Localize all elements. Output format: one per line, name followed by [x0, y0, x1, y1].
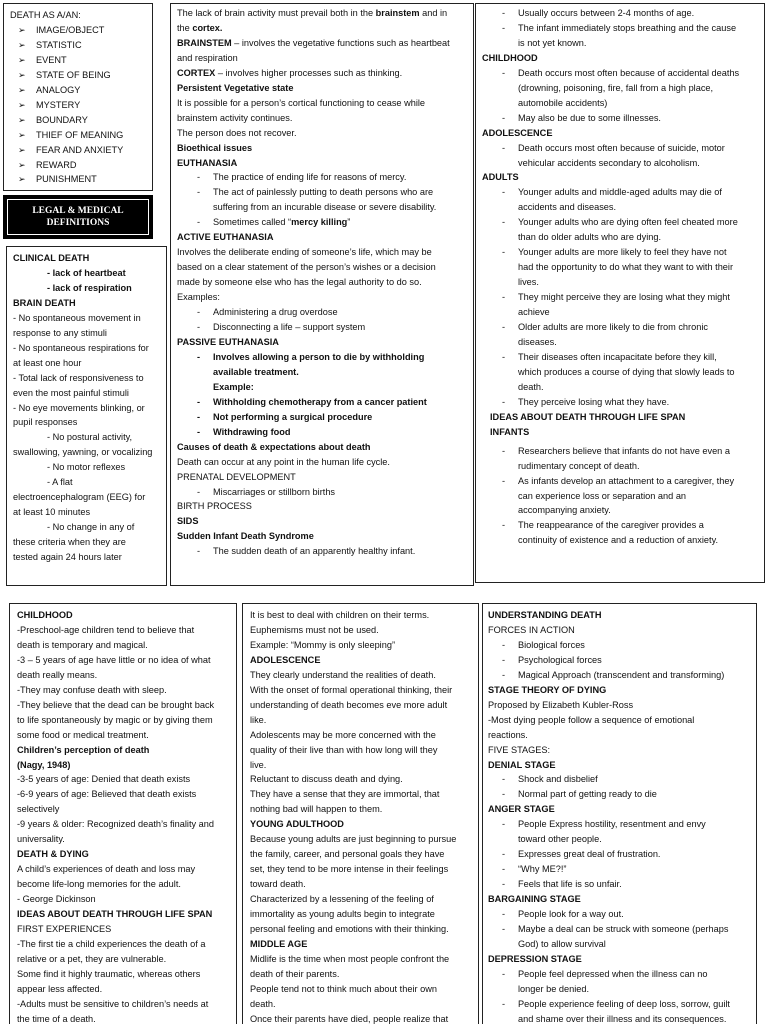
denial-title: DENIAL STAGE [488, 759, 556, 770]
adults-item: achieve [518, 307, 550, 318]
five-stages-title: FIVE STAGES: [488, 744, 551, 755]
death-as-list [10, 23, 152, 187]
adults-item: lives. [518, 277, 539, 288]
adolescence-line: They have a sense that they are immortal, that [250, 789, 440, 800]
first-experience-line: appear less affected. [17, 983, 103, 994]
adolescence-line: quality of their live than with how long will they [250, 744, 438, 755]
brain-death-line: response to any stimuli [13, 327, 107, 338]
childhood-line: some food or medical treatment. [17, 729, 149, 740]
birth-process-title: BIRTH PROCESS [177, 501, 252, 512]
infant-item: accompanying anxiety. [518, 505, 611, 516]
brain-death-line: - No eye movements blinking, or [13, 402, 145, 413]
prenatal-title: PRENATAL DEVELOPMENT [177, 471, 296, 482]
adolescence-bottom-title: ADOLESCENCE [250, 654, 321, 665]
young-adult-line: toward death. [250, 879, 306, 890]
brain-death-title: BRAIN DEATH [13, 297, 76, 308]
adults-item: - Their diseases often incapacitate before they kill, [482, 350, 760, 365]
legal-header-line2: DEFINITIONS [46, 218, 110, 228]
clinical-item-2: - lack of respiration [47, 282, 132, 293]
first-experience-line: the time of a death. [17, 1013, 96, 1024]
young-adult-line: immortality as young adults begin to integrate [250, 909, 435, 920]
childhood-line: -Preschool-age children tend to believe that [17, 624, 195, 635]
adults-item: - Older adults are more likely to die from chronic [482, 320, 760, 335]
proposed-by: Proposed by Elizabeth Kubler-Ross [488, 699, 634, 710]
perception-line: selectively [17, 804, 60, 815]
infants-title: INFANTS [490, 426, 530, 437]
childhood-line: to life spontaneously by magic or by giving them [17, 714, 213, 725]
nagy-citation: (Nagy, 1948) [17, 759, 71, 770]
children-terms-line: Example: “Mommy is only sleeping” [250, 639, 396, 650]
depression-item: - People feel depressed when the illness can no [488, 967, 752, 982]
first-experience-line: -Adults must be sensitive to children’s needs at [17, 998, 209, 1009]
stage-theory-title: STAGE THEORY OF DYING [488, 684, 607, 695]
adults-item: death. [518, 381, 544, 392]
pvs-title: Persistent Vegetative state [177, 82, 294, 93]
depression-item: - People experience feeling of deep loss, sorrow, guilt [488, 997, 752, 1012]
adults-item: diseases. [518, 336, 557, 347]
death-as-item: ➢ REWARD [10, 158, 152, 173]
first-experiences-title: FIRST EXPERIENCES [17, 924, 112, 935]
adolescence-line: They clearly understand the realities of death. [250, 669, 436, 680]
bargaining-item: - People look for a way out. [488, 907, 752, 922]
death-dying-line: - George Dickinson [17, 894, 96, 905]
brain-death-line: - Total lack of responsiveness to [13, 372, 144, 383]
active-euthanasia-title: ACTIVE EUTHANASIA [177, 232, 274, 243]
childhood-line: death really means. [17, 669, 98, 680]
passive-euthanasia-title: PASSIVE EUTHANASIA [177, 336, 279, 347]
brain-death-line: - No spontaneous movement in [13, 312, 141, 323]
death-dying-title: DEATH & DYING [17, 849, 89, 860]
death-as-item: ➢ THIEF OF MEANING [10, 128, 152, 143]
young-adult-line: set, they tend to be more intense in their feelings [250, 864, 449, 875]
adolescence-line: understanding of death becomes eve more adult [250, 699, 448, 710]
legal-medical-header [3, 195, 153, 239]
understanding-death-box: UNDERSTANDING DEATH FORCES IN ACTION - Biological forces - Psychological forces - Magical Approach (transcendent and transforming) STAGE THEORY OF DYING Proposed by Elizabeth Kubler-Ross -Most dying people follow a sequence of emotional reactions. FIVE STAGES: DENIAL STAGE - Shock and disbelief - Normal part of getting ready to die ANGER STAGE - People Express hostility, resentment and envy toward other people. - Expresses great deal of frustration. - “Why ME?!” - Feels that life is so unfair. BARGAINING STAGE - People look for a way out. - Maybe a deal can be struck with someone (perhaps God) to allow survival DEPRESSION STAGE - People feel depressed when the illness can no longer be denied. - People experience feeling of deep loss, sorrow, guilt and shame over their illness and its consequences. [482, 603, 757, 1024]
brain-indented-1a: - No postural activity, [47, 432, 133, 443]
death-as-item: ➢ ANALOGY [10, 83, 152, 98]
brain-death-lines [13, 311, 162, 431]
adults-item: - Younger adults and middle-aged adults may die of [482, 185, 760, 200]
eeg-line-1: electroencephalogram (EEG) for [13, 492, 146, 503]
tail-line-2: tested again 24 hours later [13, 552, 122, 563]
depression-item: and shame over their illness and its consequences. [518, 1013, 727, 1024]
ideas-lifespan-title: IDEAS ABOUT DEATH THROUGH LIFE SPAN [490, 411, 686, 422]
first-experience-line: Some find it highly traumatic, whereas others [17, 968, 201, 979]
death-as-title: DEATH AS A/AN: [10, 10, 81, 20]
anger-title: ANGER STAGE [488, 804, 555, 815]
childhood-line: -3 – 5 years of age have little or no idea of what [17, 654, 211, 665]
adolescence-line: With the onset of formal operational thinking, their [250, 684, 453, 695]
adolescence-line: nothing bad will happen to them. [250, 804, 383, 815]
brain-indented-4: - No change in any of [47, 522, 135, 533]
death-as-item: ➢ PUNISHMENT [10, 172, 152, 187]
anger-item: - Feels that life is so unfair. [488, 877, 752, 892]
adolescence-line: live. [250, 759, 267, 770]
brain-death-line: - No spontaneous respirations for [13, 342, 149, 353]
death-as-box [3, 3, 153, 191]
middle-age-line: death of their parents. [250, 968, 340, 979]
children-terms-line: Euphemisms must not be used. [250, 624, 379, 635]
perception-line: -3-5 years of age: Denied that death exists [17, 774, 191, 785]
infant-item: - Researchers believe that infants do not have even a [482, 444, 760, 459]
middle-age-title: MIDDLE AGE [250, 938, 308, 949]
ideas-bottom-title: IDEAS ABOUT DEATH THROUGH LIFE SPAN [17, 909, 213, 920]
death-as-item: ➢ FEAR AND ANXIETY [10, 143, 152, 158]
denial-item: - Normal part of getting ready to die [488, 787, 752, 802]
adolescence-line: like. [250, 714, 267, 725]
cortex-label: CORTEX [177, 67, 216, 78]
death-dying-line: A child’s experiences of death and loss may [17, 864, 196, 875]
lifespan-causes-box: - Usually occurs between 2-4 months of age. - The infant immediately stops breathing and the cause is not yet known. CHILDHOOD - Death occurs most often because of accidental deaths (drowning, poisoning, fire, fall from a high place, automobile accidents) - May also be due to some illnesses. ADOLESCENCE - Death occurs most often because of suicide, motor vehicular accidents secondary to alcoholism. ADULTS - Younger adults and middle-aged adults may die of accidents and diseases. - Younger adults who are dying often feel cheated more than do older adults who are dying. - Younger adults are more likely to feel they have not had the opportunity to do what they want to with their lives. - They might perceive they are losing what they might achieve - Older adults are more likely to die from chronic diseases. - Their diseases often incapacitate before they kill, which produces a course of dying that slowly leads to death. - They perceive losing what they have. IDEAS ABOUT DEATH THROUGH LIFE SPAN INFANTS - Researchers believe that infants do not have even a rudimentary concept of death. - As infants develop an attachment to a caregiver, they can experience loss or separation and an accompanying anxiety. - The reappearance of the caregiver provides a continuity of existence and a reduction of anxiety. [475, 3, 765, 583]
infant-item: - The reappearance of the caregiver provides a [482, 518, 760, 533]
brain-indented-1b: swallowing, yawning, or vocalizing [13, 447, 153, 458]
young-adult-line: personal feeling and emotions with their thinking. [250, 924, 449, 935]
middle-age-line: death. [250, 998, 276, 1009]
force-item: - Psychological forces [488, 653, 752, 668]
adults-item: - Younger adults are more likely to feel they have not [482, 245, 760, 260]
forces-title: FORCES IN ACTION [488, 624, 575, 635]
bioethical-title: Bioethical issues [177, 142, 253, 153]
eeg-line-2: at least 10 minutes [13, 507, 91, 518]
death-as-item: ➢ BOUNDARY [10, 113, 152, 128]
tail-line-1: these criteria when they are [13, 537, 126, 548]
death-as-item: ➢ EVENT [10, 53, 152, 68]
young-adult-line: the family, career, and personal goals they have [250, 849, 445, 860]
bargaining-item: God) to allow survival [518, 938, 606, 949]
understanding-title: UNDERSTANDING DEATH [488, 610, 602, 620]
middle-age-line: Once their parents have died, people realize that [250, 1013, 449, 1024]
brain-indented-2: - No motor reflexes [47, 462, 126, 473]
perception-line: -6-9 years of age: Believed that death exists [17, 789, 197, 800]
death-as-item: ➢ STATISTIC [10, 38, 152, 53]
childhood-title: CHILDHOOD [482, 52, 538, 63]
perception-title: Children’s perception of death [17, 744, 150, 755]
middle-age-line: Midlife is the time when most people confront the [250, 953, 450, 964]
causes-title: Causes of death & expectations about death [177, 441, 371, 452]
force-item: - Biological forces [488, 638, 752, 653]
childhood-line: -They may confuse death with sleep. [17, 684, 167, 695]
death-as-item: ➢ MYSTERY [10, 98, 152, 113]
euthanasia-title: EUTHANASIA [177, 157, 238, 168]
legal-header-line1: LEGAL & MEDICAL [32, 206, 124, 216]
young-adulthood-title: YOUNG ADULTHOOD [250, 819, 344, 830]
adults-item: - They perceive losing what they have. [482, 395, 760, 410]
infant-item: rudimentary concept of death. [518, 460, 640, 471]
adults-item: - They might perceive they are losing what they might [482, 290, 760, 305]
sids-full: Sudden Infant Death Syndrome [177, 531, 314, 542]
first-experience-line: -The first tie a child experiences the death of a [17, 938, 206, 949]
adults-list [482, 185, 760, 409]
brain-death-line: at least one hour [13, 357, 82, 368]
depression-title: DEPRESSION STAGE [488, 953, 582, 964]
children-death-box [9, 603, 237, 1024]
adolescence-line: Reluctant to discuss death and dying. [250, 774, 403, 785]
anger-item: toward other people. [518, 834, 602, 845]
childhood-bottom-title: CHILDHOOD [17, 610, 73, 620]
adults-item: - Younger adults who are dying often feel cheated more [482, 215, 760, 230]
force-item: - Magical Approach (transcendent and transforming) [488, 668, 752, 683]
adults-item: had the opportunity to do what they want to with their [518, 262, 734, 273]
adults-item: than do older adults who are dying. [518, 232, 662, 243]
sids-title: SIDS [177, 516, 199, 527]
adults-title: ADULTS [482, 172, 519, 183]
adults-item: accidents and diseases. [518, 202, 617, 213]
bargaining-title: BARGAINING STAGE [488, 894, 581, 905]
infant-item: can experience loss or separation and an [518, 490, 687, 501]
perception-line: -9 years & older: Recognized death’s finality and [17, 819, 214, 830]
infant-item: - As infants develop an attachment to a caregiver, they [482, 474, 760, 489]
brain-death-line: pupil responses [13, 417, 78, 428]
anger-item: - People Express hostility, resentment and envy [488, 817, 752, 832]
childhood-line: -They believe that the dead can be brought back [17, 699, 215, 710]
anger-item: - Expresses great deal of frustration. [488, 847, 752, 862]
first-experience-line: relative or a pet, they are vulnerable. [17, 953, 167, 964]
children-terms-line: It is best to deal with children on their terms. [250, 610, 430, 620]
young-adult-line: Characterized by a lessening of the feeling of [250, 894, 434, 905]
adolescence-line: Adolescents may be more concerned with the [250, 729, 436, 740]
infants-list [482, 444, 760, 549]
depression-item: longer be denied. [518, 983, 590, 994]
adolescence-adult-box [242, 603, 479, 1024]
perception-line: universality. [17, 834, 65, 845]
adults-item: which produces a course of dying that slowly leads to [518, 366, 735, 377]
brain-indented-3: - A flat [47, 477, 73, 488]
adolescence-title: ADOLESCENCE [482, 127, 553, 138]
anger-item: - “Why ME?!” [488, 862, 752, 877]
death-dying-line: become life-long memories for the adult. [17, 879, 181, 890]
euthanasia-box: The lack of brain activity must prevail both in the brainstem and in the cortex. BRAINSTEM – involves the vegetative functions such as heartbeat and respiration CORTEX – involves higher processes such as thinking. Persistent Vegetative state It is possible for a person’s cortical functioning to cease while brainstem activity continues. The person does not recover. Bioethical issues EUTHANASIA - The practice of ending life for reasons of mercy. - The act of painlessly putting to death persons who are suffering from an incurable disease or severe disability. - Sometimes called “mercy killing” ACTIVE EUTHANASIA Involves the deliberate ending of someone’s life, which may be based on a clear statement of the person’s wishes or a decision made by someone else who has the legal authority to do so. Examples: - Administering a drug overdose - Disconnecting a life – support system PASSIVE EUTHANASIA - Involves allowing a person to die by withholding available treatment. Example: - Withholding chemotherapy from a cancer patient - Not performing a surgical procedure - Withdrawing food Causes of death & expectations about death Death can occur at any point in the human life cycle. PRENATAL DEVELOPMENT - Miscarriages or stillborn births BIRTH PROCESS SIDS Sudden Infant Death Syndrome - The sudden death of an apparently healthy infant. [170, 3, 474, 586]
clinical-item-1: - lack of heartbeat [47, 267, 126, 278]
brain-death-line: even the most painful stimuli [13, 387, 129, 398]
infant-item: continuity of existence and a reduction of anxiety. [518, 535, 719, 546]
clinical-death-box [6, 246, 167, 586]
death-as-item: ➢ STATE OF BEING [10, 68, 152, 83]
young-adult-line: Because young adults are just beginning to pursue [250, 834, 457, 845]
childhood-line: death is temporary and magical. [17, 639, 148, 650]
death-as-item: ➢ IMAGE/OBJECT [10, 23, 152, 38]
denial-item: - Shock and disbelief [488, 772, 752, 787]
bargaining-item: - Maybe a deal can be struck with someone (perhaps [488, 922, 752, 937]
brainstem-label: BRAINSTEM [177, 37, 232, 48]
middle-age-line: People tend not to think much about their own [250, 983, 437, 994]
clinical-title: CLINICAL DEATH [13, 253, 90, 263]
